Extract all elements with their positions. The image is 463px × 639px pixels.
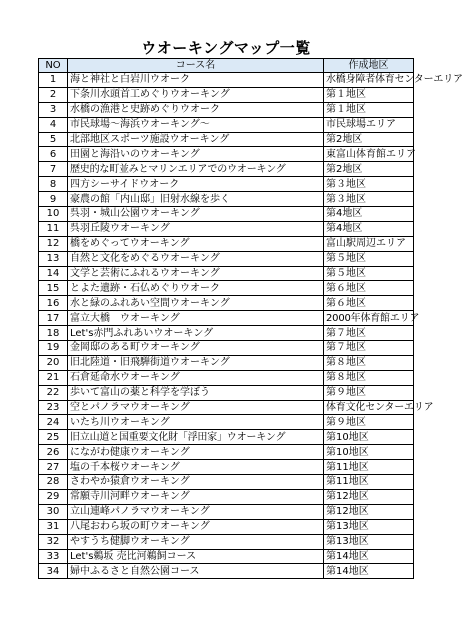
table-row	[39, 102, 414, 117]
course-name: Let's赤門ふれあいウオーキング	[68, 326, 324, 341]
table-row	[39, 266, 414, 281]
row-number: 1	[39, 73, 68, 88]
course-name: 北部地区スポーツ施設ウオーキング	[68, 132, 324, 147]
area-name: 第６地区	[324, 281, 414, 296]
row-number: 16	[39, 296, 68, 311]
course-name: とよた遺跡・石仏めぐりウオーク	[68, 281, 324, 296]
course-name: 四方シーサイドウオーク	[68, 177, 324, 192]
course-name: さわやか猿倉ウオーキング	[68, 475, 324, 490]
area-name: 第５地区	[324, 266, 414, 281]
area-name: 第７地区	[324, 326, 414, 341]
area-name: 第９地区	[324, 385, 414, 400]
course-name: 旧立山道と国重要文化財「浮田家」ウオーキング	[68, 430, 324, 445]
row-number: 8	[39, 177, 68, 192]
row-number: 3	[39, 102, 68, 117]
table-row	[39, 519, 414, 534]
table-row	[39, 385, 414, 400]
area-name: 第2地区	[324, 162, 414, 177]
row-number: 28	[39, 475, 68, 490]
table-row	[39, 355, 414, 370]
table-row	[39, 460, 414, 475]
area-name: 第８地区	[324, 370, 414, 385]
table-row	[39, 87, 414, 102]
course-name: いたち川ウオーキング	[68, 415, 324, 430]
area-name: 東富山体育館エリア	[324, 147, 414, 162]
course-name: 歴史的な町並みとマリンエリアでのウオーキング	[68, 162, 324, 177]
area-name: 第６地区	[324, 296, 414, 311]
header-course-name: コース名	[68, 59, 324, 73]
header-no: NO	[39, 59, 68, 73]
row-number: 19	[39, 341, 68, 356]
course-name: 下条川水頭首工めぐりウオーキング	[68, 87, 324, 102]
table-row	[39, 370, 414, 385]
row-number: 14	[39, 266, 68, 281]
table-row	[39, 177, 414, 192]
header-area: 作成地区	[324, 59, 414, 73]
area-name: 第10地区	[324, 445, 414, 460]
row-number: 25	[39, 430, 68, 445]
table-row	[39, 489, 414, 504]
table-row	[39, 549, 414, 564]
table-row	[39, 341, 414, 356]
table-body	[39, 73, 463, 579]
area-name: 第３地区	[324, 177, 414, 192]
course-name: 田園と海沿いのウオーキング	[68, 147, 324, 162]
course-name: 石倉延命水ウオーキング	[68, 370, 324, 385]
area-name: 第11地区	[324, 475, 414, 490]
table-row	[39, 147, 414, 162]
table-row	[39, 132, 414, 147]
course-name: 自然と文化をめぐるウオーキング	[68, 251, 324, 266]
area-name: 第１地区	[324, 87, 414, 102]
table-row	[39, 207, 414, 222]
table-row	[39, 281, 414, 296]
table-row	[39, 534, 414, 549]
row-number: 7	[39, 162, 68, 177]
area-name: 第13地区	[324, 534, 414, 549]
table-row	[39, 326, 414, 341]
course-name: 呉羽・城山公園ウオーキング	[68, 207, 324, 222]
course-name: 水橋の漁港と史跡めぐりウオーク	[68, 102, 324, 117]
course-name: 旧北陸道・旧飛騨街道ウオーキング	[68, 355, 324, 370]
course-name: 文学と芸術にふれるウオーキング	[68, 266, 324, 281]
course-name: 市民球場～海浜ウオーキング～	[68, 117, 324, 132]
row-number: 5	[39, 132, 68, 147]
document-title: ウオーキングマップ一覧	[141, 39, 311, 57]
table-row	[39, 236, 414, 251]
area-name: 第4地区	[324, 221, 414, 236]
table-header-row	[39, 59, 414, 73]
row-number: 10	[39, 207, 68, 222]
course-name: やすうち健脚ウオーキング	[68, 534, 324, 549]
row-number: 30	[39, 504, 68, 519]
row-number: 24	[39, 415, 68, 430]
table-row	[39, 221, 414, 236]
area-name: 第12地区	[324, 489, 414, 504]
course-name: 立山連峰パノラマウオーキング	[68, 504, 324, 519]
table-row	[39, 415, 414, 430]
course-name: 八尾おわら坂の町ウオーキング	[68, 519, 324, 534]
table-row	[39, 162, 414, 177]
area-name: 第７地区	[324, 341, 414, 356]
area-name: 体育文化センターエリア	[324, 400, 414, 415]
area-name: 市民球場エリア	[324, 117, 414, 132]
area-name: 第2地区	[324, 132, 414, 147]
row-number: 6	[39, 147, 68, 162]
area-name: 第11地区	[324, 460, 414, 475]
area-name: 第８地区	[324, 355, 414, 370]
table-row	[39, 192, 414, 207]
row-number: 18	[39, 326, 68, 341]
row-number: 2	[39, 87, 68, 102]
area-name: 富山駅周辺エリア	[324, 236, 414, 251]
row-number: 22	[39, 385, 68, 400]
area-name: 第５地区	[324, 251, 414, 266]
course-name: 常願寺川河畔ウオーキング	[68, 489, 324, 504]
area-name: 第13地区	[324, 519, 414, 534]
course-name: 豪農の館「内山邸」旧射水線を歩く	[68, 192, 324, 207]
table-row	[39, 564, 414, 579]
row-number: 26	[39, 445, 68, 460]
course-name: 呉羽丘陵ウオーキング	[68, 221, 324, 236]
area-name: 第９地区	[324, 415, 414, 430]
walking-map-table	[38, 58, 463, 579]
row-number: 12	[39, 236, 68, 251]
area-name: 2000年体育館エリア	[324, 311, 414, 326]
course-name: 塩の千本桜ウオーキング	[68, 460, 324, 475]
area-name: 第14地区	[324, 549, 414, 564]
area-name: 第14地区	[324, 564, 414, 579]
row-number: 15	[39, 281, 68, 296]
area-name: 第１地区	[324, 102, 414, 117]
table-row	[39, 504, 414, 519]
row-number: 23	[39, 400, 68, 415]
area-name: 第３地区	[324, 192, 414, 207]
course-name: 富立大橋 ウオーキング	[68, 311, 324, 326]
course-name: 歩いて富山の薬と科学を学ぼう	[68, 385, 324, 400]
row-number: 29	[39, 489, 68, 504]
area-name: 第12地区	[324, 504, 414, 519]
row-number: 9	[39, 192, 68, 207]
table-row	[39, 251, 414, 266]
table-row	[39, 296, 414, 311]
row-number: 11	[39, 221, 68, 236]
row-number: 32	[39, 534, 68, 549]
row-number: 20	[39, 355, 68, 370]
table-row	[39, 311, 414, 326]
table-row	[39, 445, 414, 460]
row-number: 4	[39, 117, 68, 132]
row-number: 17	[39, 311, 68, 326]
table-row	[39, 475, 414, 490]
course-name: 海と神社と白岩川ウオーク	[68, 73, 324, 88]
row-number: 13	[39, 251, 68, 266]
table-row	[39, 117, 414, 132]
course-name: 空とパノラマウオーキング	[68, 400, 324, 415]
course-name: 金岡邸のある町ウオーキング	[68, 341, 324, 356]
course-name: 水と緑のふれあい空間ウオーキング	[68, 296, 324, 311]
row-number: 27	[39, 460, 68, 475]
area-name: 第10地区	[324, 430, 414, 445]
course-name: 橋をめぐってウオーキング	[68, 236, 324, 251]
course-name: Let's鵜坂 売比河鵜飼コース	[68, 549, 324, 564]
row-number: 31	[39, 519, 68, 534]
table-row	[39, 400, 414, 415]
row-number: 34	[39, 564, 68, 579]
table-row	[39, 430, 414, 445]
area-name: 水橋身障者体育センターエリア	[324, 73, 414, 88]
row-number: 21	[39, 370, 68, 385]
course-name: 婦中ふるさと自然公園コース	[68, 564, 324, 579]
course-name: にながわ健康ウオーキング	[68, 445, 324, 460]
area-name: 第4地区	[324, 207, 414, 222]
row-number: 33	[39, 549, 68, 564]
table-row	[39, 73, 414, 88]
